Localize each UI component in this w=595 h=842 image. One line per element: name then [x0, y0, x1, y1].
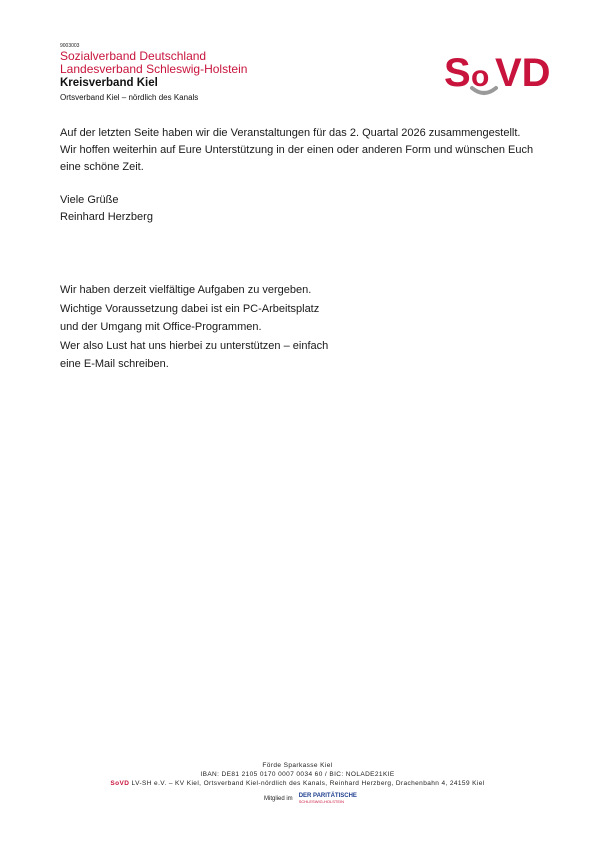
intro-line: Wir hoffen weiterhin auf Eure Unterstützung in der einen oder anderen Form und wünschen Euch: [60, 144, 534, 156]
paritaet-bottom: SCHLESWIG-HOLSTEIN: [298, 799, 345, 804]
intro-paragraph: [60, 125, 580, 176]
footer-bank: Förde Sparkasse Kiel: [262, 762, 333, 769]
call-line: eine E-Mail schreiben.: [60, 358, 169, 370]
document-code: 9003003: [60, 43, 80, 49]
svg-text:o: o: [471, 60, 490, 93]
sovd-logo: [444, 50, 560, 96]
intro-line: Auf der letzten Seite haben wir die Veranstaltungen für das 2. Quartal 2026 zusammengestellt.: [60, 127, 521, 139]
paritaetische-logo: [299, 793, 357, 805]
footer-brand: SoVD: [110, 780, 130, 787]
intro-line: eine schöne Zeit.: [60, 161, 144, 173]
paritaet-top: DER PARITÄTISCHE: [298, 793, 357, 799]
signature-name: Reinhard Herzberg: [60, 211, 153, 223]
footer-iban: IBAN: DE81 2105 0170 0007 0034 60 / BIC: NOLADE21KIE: [200, 771, 395, 778]
call-line: Wer also Lust hat uns hierbei zu unterstützen – einfach: [60, 339, 329, 352]
org-name: Sozialverband Deutschland: [60, 49, 207, 63]
membership-block: [264, 793, 357, 805]
call-line: und der Umgang mit Office-Programmen.: [60, 321, 262, 333]
call-line: Wichtige Voraussetzung dabei ist ein PC-Arbeitsplatz: [60, 302, 320, 315]
call-line: Wir haben derzeit vielfältige Aufgaben zu vergeben.: [60, 284, 312, 296]
organization-block: [60, 50, 247, 104]
closing-block: [60, 192, 153, 226]
footer-address-line: [0, 780, 595, 787]
svg-text:S: S: [444, 51, 470, 95]
greeting: Viele Grüße: [60, 194, 119, 206]
svg-text:VD: VD: [495, 51, 551, 95]
volunteer-call-paragraph: [60, 281, 328, 374]
member-label: Mitglied im: [264, 796, 293, 802]
org-district: Kreisverband Kiel: [60, 77, 158, 89]
footer-address: LV-SH e.V. – KV Kiel, Ortsverband Kiel-nördlich des Kanals, Reinhard Herzberg, Drachenbahn 4, 24159 Kiel: [131, 780, 485, 787]
org-state-association: Landesverband Schleswig-Holstein: [60, 62, 248, 76]
org-local-group: Ortsverband Kiel – nördlich des Kanals: [60, 93, 199, 102]
